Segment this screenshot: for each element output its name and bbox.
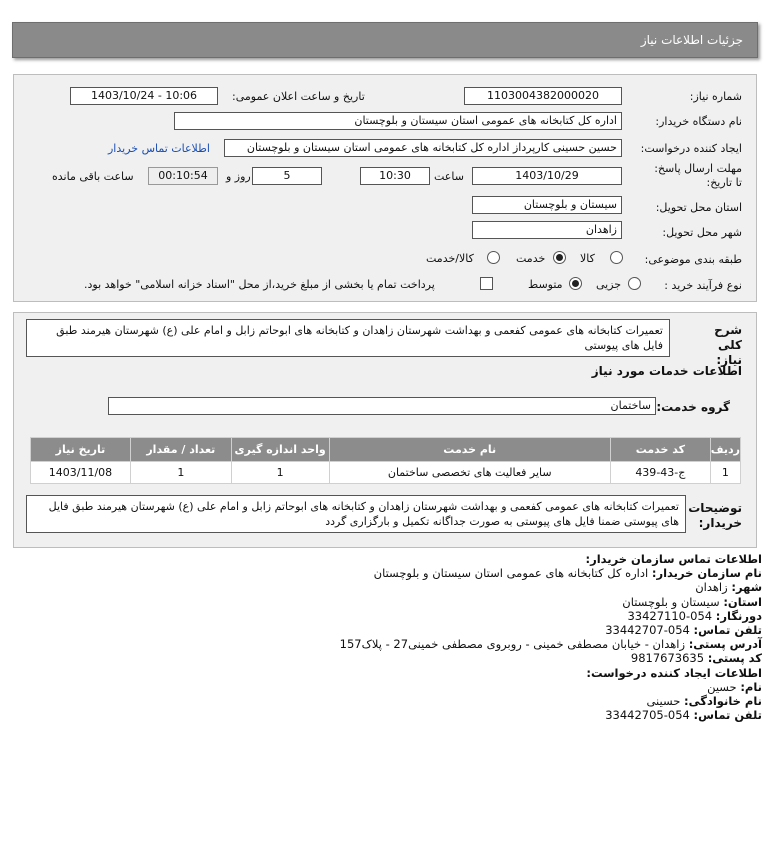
- process-radio-minor[interactable]: [628, 277, 641, 290]
- buyer-contact-info: [340, 552, 762, 722]
- col-header-code: کد خدمت: [610, 438, 710, 462]
- deadline-time-field[interactable]: 10:30: [360, 167, 430, 185]
- province-label: استان محل تحویل:: [655, 201, 742, 214]
- announce-field[interactable]: 1403/10/24 - 10:06: [70, 87, 218, 105]
- page-title: جزئیات اطلاعات نیاز: [640, 33, 743, 47]
- contact-line: شهر: زاهدان: [695, 580, 762, 595]
- days-field[interactable]: 5: [252, 167, 322, 185]
- contact-line: آدرس پستی: زاهدان - خیابان مصطفی خمینی - روبروی مصطفی خمینی27 - پلاک157: [339, 637, 762, 652]
- time-label: ساعت: [434, 170, 464, 183]
- remaining-time-field: 00:10:54: [148, 167, 218, 185]
- cell-service-code: ج-43-439: [610, 462, 710, 484]
- category-option-goods-service: کالا/خدمت: [426, 252, 474, 265]
- category-option-goods: کالا: [580, 252, 595, 265]
- creator-label: ایجاد کننده درخواست:: [640, 142, 742, 155]
- category-option-service: خدمت: [516, 252, 546, 265]
- buyer-notes-text: تعمیرات کتابخانه های عمومی کفعمی و بهداشت شهرستان زاهدان و کتابخانه های ابوحاتم زابل و امام علی (ع) شهرستان هیرمند طبق فایل های پیوستی ضمنا فایل های پیوستی به صورت جداگانه تکمیل و بارگزاری گردد: [26, 495, 686, 533]
- contact-line: استان: سیستان و بلوچستان: [622, 594, 762, 609]
- buyer-org-label: نام دستگاه خریدار:: [655, 115, 742, 128]
- contact-line: تلفن تماس: 054-33442707: [605, 623, 762, 638]
- cell-row-number: 1: [710, 462, 740, 484]
- contact-line: نام خانوادگی: حسینی: [646, 694, 762, 709]
- col-header-name: نام خدمت: [329, 438, 610, 462]
- province-field[interactable]: سیستان و بلوچستان: [472, 196, 622, 214]
- deadline-date-field[interactable]: 1403/10/29: [472, 167, 622, 185]
- city-label: شهر محل تحویل:: [662, 226, 742, 239]
- service-group-field[interactable]: ساختمان: [108, 397, 656, 415]
- city-field[interactable]: زاهدان: [472, 221, 622, 239]
- remaining-label: ساعت باقی مانده: [52, 170, 134, 183]
- cell-need-date: 1403/11/08: [31, 462, 131, 484]
- contact-line: دورنگار: 054-33427110: [627, 608, 762, 623]
- services-table: [30, 437, 741, 484]
- buyer-org-field[interactable]: اداره کل کتابخانه های عمومی استان سیستان و بلوچستان: [174, 112, 622, 130]
- contact-line: کد پستی: 9817673635: [630, 651, 762, 666]
- need-number-label: شماره نیاز:: [689, 90, 742, 103]
- day-label: روز و: [226, 170, 251, 183]
- col-header-unit: واحد اندازه گیری: [231, 438, 329, 462]
- cell-service-name: سایر فعالیت های تخصصی ساختمان: [329, 462, 610, 484]
- process-label: نوع فرآیند خرید :: [664, 279, 742, 292]
- services-title: اطلاعات خدمات مورد نیاز: [591, 364, 742, 378]
- deadline-label: مهلت ارسال پاسخ: تا تاریخ:: [654, 162, 742, 189]
- col-header-quantity: تعداد / مقدار: [130, 438, 231, 462]
- category-radio-goods[interactable]: [610, 251, 623, 264]
- buyer-notes-label: توضیحات خریدار:: [688, 501, 742, 530]
- col-header-row: ردیف: [710, 438, 740, 462]
- contact-title: اطلاعات تماس سازمان خریدار:: [585, 552, 762, 566]
- contact-line: نام سازمان خریدار: اداره کل کتابخانه های عمومی استان سیستان و بلوچستان: [373, 566, 762, 581]
- process-option-minor: جزیی: [596, 278, 622, 291]
- treasury-checkbox[interactable]: [480, 277, 493, 290]
- table-header-row: [31, 438, 741, 462]
- page-header: [12, 22, 758, 58]
- creator-field[interactable]: حسین حسینی کارپرداز اداره کل کتابخانه های عمومی استان سیستان و بلوچستان: [224, 139, 622, 157]
- service-group-label: گروه خدمت:: [656, 400, 730, 414]
- process-note: پرداخت تمام یا بخشی از مبلغ خرید،از محل "اسناد خزانه اسلامی" خواهد بود.: [84, 278, 435, 291]
- category-radio-service[interactable]: [553, 251, 566, 264]
- process-option-medium: متوسط: [528, 278, 563, 291]
- announce-label: تاریخ و ساعت اعلان عمومی:: [232, 90, 365, 103]
- process-radio-medium[interactable]: [569, 277, 582, 290]
- creator-contact-title: اطلاعات ایجاد کننده درخواست:: [586, 665, 762, 680]
- need-number-field[interactable]: 1103004382000020: [464, 87, 622, 105]
- contact-line: تلفن تماس: 054-33442705: [605, 708, 762, 723]
- col-header-date: تاریخ نیاز: [31, 438, 131, 462]
- cell-quantity: 1: [130, 462, 231, 484]
- summary-label: شرح کلی نیاز:: [714, 323, 742, 367]
- contact-line: نام: حسین: [707, 679, 762, 694]
- summary-text: تعمیرات کتابخانه های عمومی کفعمی و بهداشت شهرستان زاهدان و کتابخانه های ابوحاتم زابل و امام علی (ع) شهرستان هیرمند طبق فایل های پیوستی: [26, 319, 670, 357]
- cell-unit: 1: [231, 462, 329, 484]
- buyer-contact-link[interactable]: اطلاعات تماس خریدار: [108, 142, 210, 155]
- table-row[interactable]: [31, 462, 741, 484]
- category-radio-goods-service[interactable]: [487, 251, 500, 264]
- category-label: طبقه بندی موضوعی:: [644, 253, 742, 266]
